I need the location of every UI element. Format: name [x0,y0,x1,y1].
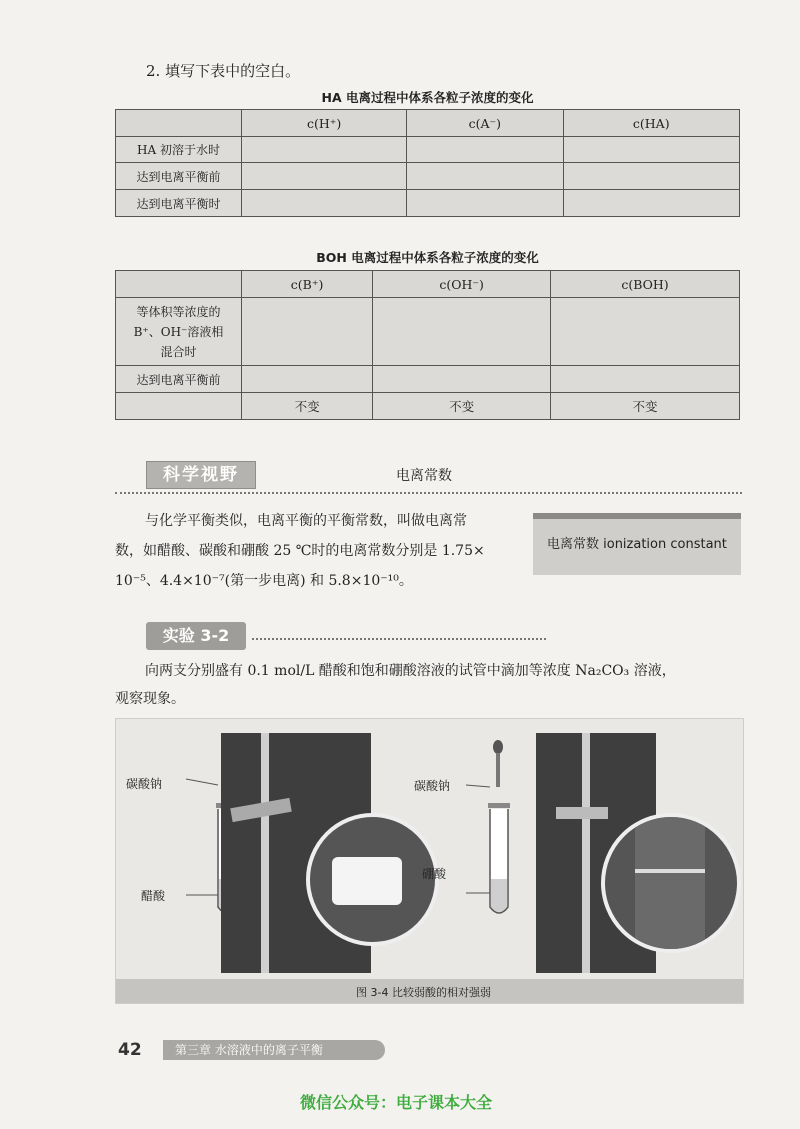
table1-row-label: 达到电离平衡前 [116,163,242,190]
table2-cell[interactable] [373,366,551,393]
table2-row-label: 达到电离平衡前 [116,366,242,393]
right-bottom-label: 硼酸 [422,867,447,881]
table2-row-label: 等体积等浓度的 B⁺、OH⁻溶液相混合时 [116,298,242,366]
table2-caption: BOH 电离过程中体系各粒子浓度的变化 [316,250,539,265]
table1-row-label: HA 初溶于水时 [116,137,242,163]
table2-cell[interactable] [551,298,740,366]
table1-caption: HA 电离过程中体系各粒子浓度的变化 [321,90,534,105]
table1-cell[interactable] [563,190,740,217]
right-top-label: 碳酸钠 [414,779,451,793]
table1-cell[interactable] [563,137,740,163]
term-text: 电离常数 ionization constant [547,537,727,552]
dotted-divider [252,638,546,640]
page-number: 42 [118,1040,142,1060]
boh-ionization-table [115,270,740,420]
paragraph-line: 与化学平衡类似，电离平衡的平衡常数，叫做电离常 [145,513,467,529]
table2-header: c(OH⁻) [373,271,551,298]
table1-cell[interactable] [242,190,407,217]
experiment-text: 向两支分别盛有 0.1 mol/L 醋酸和饱和硼酸溶液的试管中滴加等浓度 Na₂CO₃ 溶液， [145,663,676,679]
watermark-text: 微信公众号：电子课本大全 [300,1093,493,1112]
left-zoom-circle [306,813,439,946]
table2-cell: 不变 [373,393,551,420]
table1-header: c(HA) [563,110,740,137]
table2-cell[interactable] [242,366,373,393]
paragraph-line: 数，如醋酸、碳酸和硼酸 25 ℃时的电离常数分别是 1.75× [115,543,485,559]
table1-corner [116,110,242,137]
table2-corner [116,271,242,298]
ha-ionization-table [115,109,740,217]
table1-cell[interactable] [407,190,563,217]
table1-row-label: 达到电离平衡时 [116,190,242,217]
table1-cell[interactable] [563,163,740,190]
table2-cell: 不变 [242,393,373,420]
section-title: 电离常数 [396,468,452,484]
experiment-text: 观察现象。 [115,691,185,707]
science-vision-band: 科学视野 [146,461,256,489]
table2-cell[interactable] [551,366,740,393]
table2-cell[interactable] [242,298,373,366]
table2-row-label [116,393,242,420]
term-sidebar [533,513,741,575]
chapter-title: 第三章 水溶液中的离子平衡 [163,1040,385,1060]
dotted-divider [115,492,742,494]
table1-header: c(A⁻) [407,110,563,137]
question-text: 2. 填写下表中的空白。 [146,62,301,80]
table1-cell[interactable] [242,163,407,190]
test-tube-diagram-right [446,739,546,924]
left-top-label: 碳酸钠 [126,777,163,791]
table1-cell[interactable] [407,163,563,190]
figure-caption-bar [116,979,743,1003]
figure-caption: 图 3-4 比较弱酸的相对强弱 [356,986,491,999]
right-zoom-circle [601,813,741,953]
table2-header: c(BOH) [551,271,740,298]
table2-header: c(B⁺) [242,271,373,298]
experiment-label: 实验 3-2 [146,622,246,650]
experiment-figure [115,718,744,1004]
table1-header: c(H⁺) [242,110,407,137]
table2-cell[interactable] [373,298,551,366]
paragraph-line: 10⁻⁵、4.4×10⁻⁷(第一步电离) 和 5.8×10⁻¹⁰。 [115,573,413,589]
table1-cell[interactable] [242,137,407,163]
left-bottom-label: 醋酸 [141,889,166,903]
table1-cell[interactable] [407,137,563,163]
table2-cell: 不变 [551,393,740,420]
